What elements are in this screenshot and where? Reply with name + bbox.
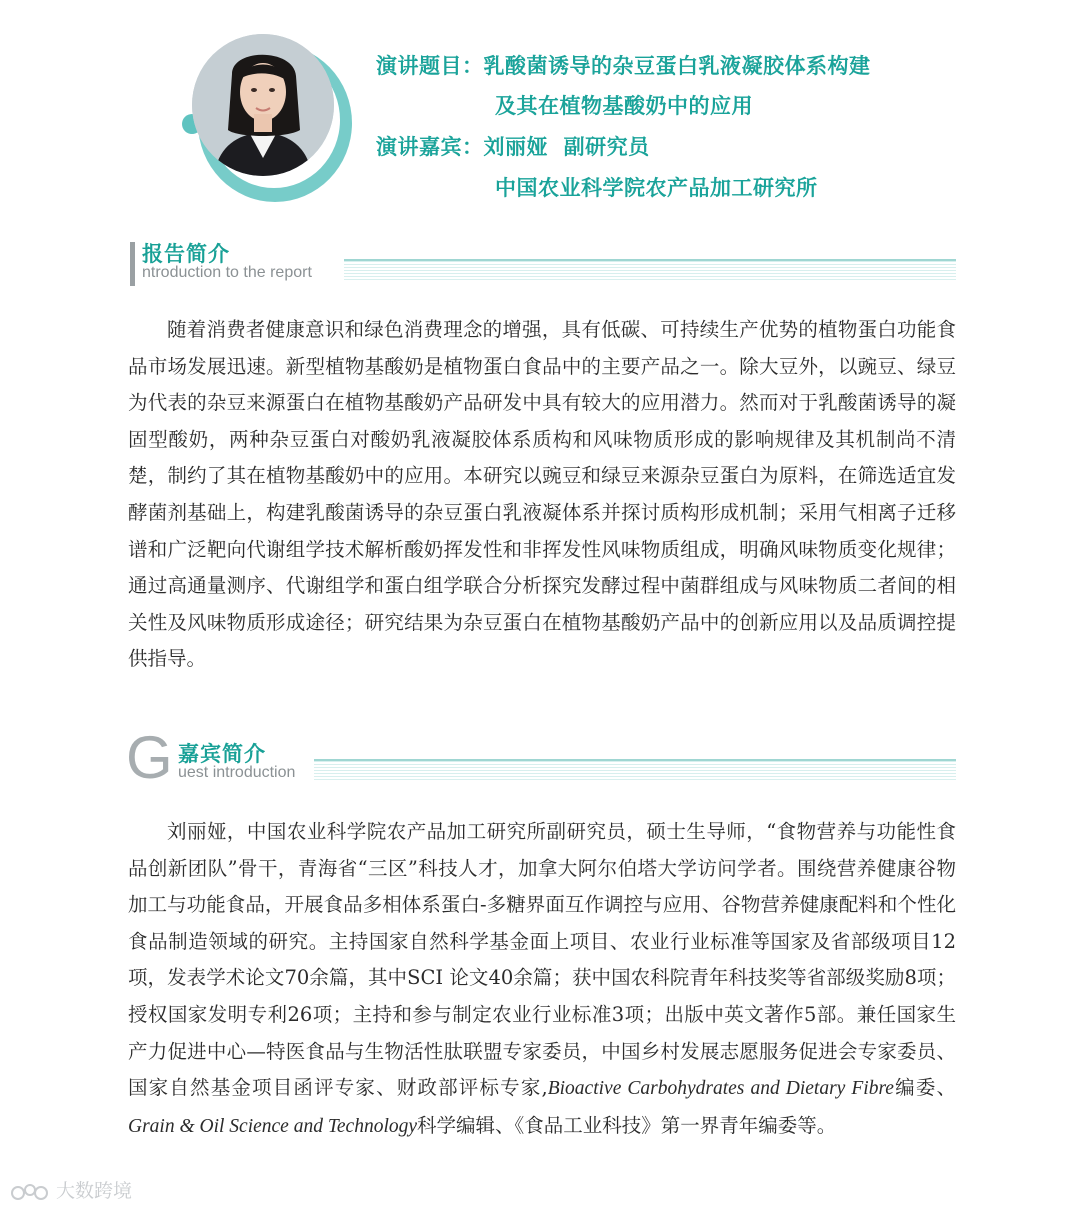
report-intro-body: 随着消费者健康意识和绿色消费理念的增强，具有低碳、可持续生产优势的植物蛋白功能食品市场发展迅速。新型植物基酸奶是植物蛋白食品中的主要产品之一。除大豆外，以豌豆、绿豆为代表的杂豆来源蛋白在植物基酸奶产品研发中具有较大的应用潜力。然而对于乳酸菌诱导的凝固型酸奶，两种杂豆蛋白对酸奶乳液凝胶体系质构和风味物质形成的影响规律及其机制尚不清楚，制约了其在植物基酸奶中的应用。本研究以豌豆和绿豆来源杂豆蛋白为原料，在筛选适宜发酵菌剂基础上，构建乳酸菌诱导的杂豆蛋白乳液凝体系并探讨质构形成机制；采用气相离子迁移谱和广泛靶向代谢组学技术解析酸奶挥发性和非挥发性风味物质组成，明确风味物质变化规律；通过高通量测序、代谢组学和蛋白组学联合分析探究发酵过程中菌群组成与风味物质二者间的相关性及风味物质形成途径；研究结果为杂豆蛋白在植物基酸奶产品中的创新应用以及品质调控提供指导。 bbox=[128, 318, 956, 671]
talk-topic: 乳酸菌诱导的杂豆蛋白乳液凝胶体系构建 bbox=[483, 54, 871, 78]
journal-name: Bioactive Carbohydrates and Dietary Fibre bbox=[547, 1078, 894, 1100]
topic-label: 演讲题目： bbox=[376, 54, 484, 78]
report-intro-title: 报告简介 bbox=[142, 242, 230, 266]
guest-intro-initial: G bbox=[126, 724, 173, 791]
guest-intro-subtitle: uest introduction bbox=[178, 764, 296, 781]
report-intro-heading bbox=[130, 238, 956, 288]
speaker-line bbox=[376, 131, 650, 161]
talk-topic-line-1 bbox=[376, 50, 871, 80]
speaker-label: 演讲嘉宾： bbox=[376, 135, 484, 159]
heading-bar bbox=[130, 242, 135, 286]
watermark bbox=[10, 1176, 132, 1203]
guest-intro-title: 嘉宾简介 bbox=[178, 742, 266, 766]
watermark-text: 大数跨境 bbox=[56, 1180, 133, 1202]
speaker-name: 刘丽娅 副研究员 bbox=[483, 135, 650, 159]
speaker-portrait bbox=[180, 30, 360, 210]
watermark-logo-icon bbox=[10, 1181, 50, 1203]
journal-name: Grain & Oil Science and Technology bbox=[128, 1115, 418, 1137]
guest-bio-text: 科学编辑、《食品工业科技》第一界青年编委等。 bbox=[417, 1113, 837, 1137]
talk-topic-line-2: 及其在植物基酸奶中的应用 bbox=[495, 94, 753, 118]
speaker-affiliation: 中国农业科学院农产品加工研究所 bbox=[495, 176, 818, 200]
heading-stripe-decoration bbox=[314, 761, 956, 781]
heading-stripe-decoration bbox=[344, 261, 956, 281]
guest-intro-heading bbox=[126, 724, 956, 791]
guest-bio-text: 编委、 bbox=[893, 1076, 956, 1100]
report-intro-subtitle: ntroduction to the report bbox=[142, 264, 312, 281]
guest-intro-body bbox=[128, 814, 956, 1145]
speaker-photo bbox=[192, 34, 334, 176]
guest-bio-text: 刘丽娅，中国农业科学院农产品加工研究所副研究员，硕士生导师，“食物营养与功能性食品创新团队”骨干，青海省“三区”科技人才，加拿大阿尔伯塔大学访问学者。围绕营养健康谷物加工与功能食品，开展食品多相体系蛋白-多糖界面互作调控与应用、谷物营养健康配料和个性化食品制造领域的研究。主持国家自然科学基金面上项目、农业行业标准等国家及省部级项目12项，发表学术论文70余篇，其中SCI 论文40余篇；获中国农科院青年科技奖等省部级奖励8项；授权国家发明专利26项；主持和参与制定农业行业标准3项；出版中英文著作5部。兼任国家生产力促进中心—特医食品与生物活性肽联盟专家委员，中国乡村发展志愿服务促进会专家委员、国家自然基金项目函评专家、财政部评标专家, bbox=[128, 820, 956, 1100]
